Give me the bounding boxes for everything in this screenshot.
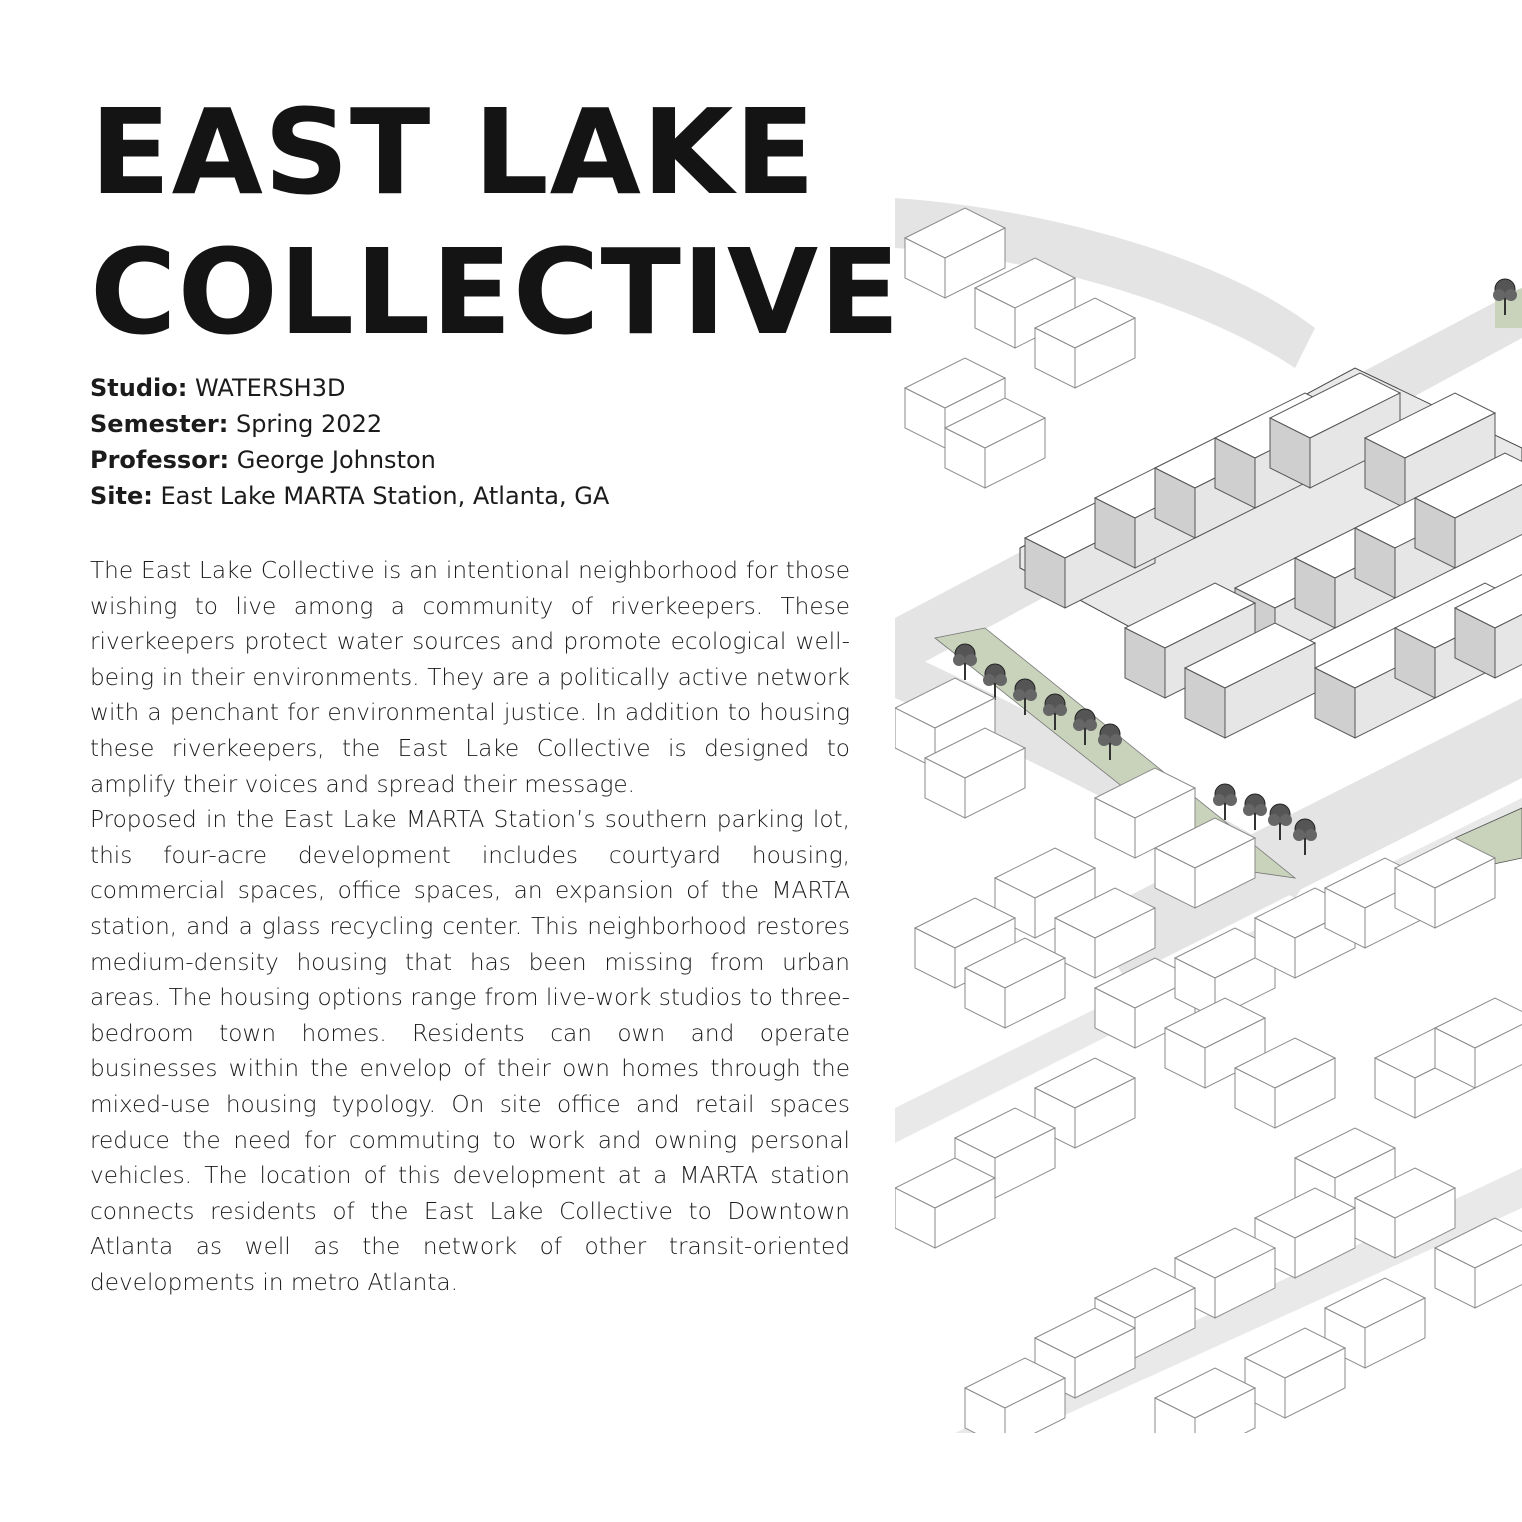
meta-professor-label: Professor: xyxy=(90,446,230,474)
meta-semester-value: Spring 2022 xyxy=(228,410,383,438)
meta-studio-value: WATERSH3D xyxy=(187,374,346,402)
axonometric-site-drawing xyxy=(895,178,1522,1433)
meta-studio xyxy=(90,370,850,406)
project-description xyxy=(90,553,850,1300)
meta-site-value: East Lake MARTA Station, Atlanta, GA xyxy=(152,482,610,510)
meta-semester xyxy=(90,406,850,442)
description-paragraph-1: The East Lake Collective is an intentional neighborhood for those wishing to live among a community of riverkeepers. These riverkeepers protect water sources and promote ecological well-being in their environments. They are a politically active network with a penchant for environmental justice. In addition to housing these riverkeepers, the East Lake Collective is designed to amplify their voices and spread their message. xyxy=(90,557,850,798)
meta-professor xyxy=(90,442,850,478)
project-meta xyxy=(90,370,850,514)
meta-studio-label: Studio: xyxy=(90,374,188,402)
meta-site xyxy=(90,478,850,514)
project-title-line-2: COLLECTIVE xyxy=(90,223,901,361)
meta-site-label: Site: xyxy=(90,482,153,510)
project-title-line-1: EAST LAKE xyxy=(90,83,817,221)
meta-professor-value: George Johnston xyxy=(229,446,436,474)
meta-semester-label: Semester: xyxy=(90,410,229,438)
project-title xyxy=(90,82,910,362)
description-paragraph-2: Proposed in the East Lake MARTA Station’s southern parking lot, this four-acre development includes courtyard housing, commercial spaces, office spaces, an expansion of the MARTA station, and a glass recycling center. This neighborhood restores medium-density housing that has been missing from urban areas. The housing options range from live-work studios to three-bedroom town homes. Residents can own and operate businesses within the envelop of their own homes through the mixed-use housing typology. On site office and retail spaces reduce the need for commuting to work and owning personal vehicles. The location of this development at a MARTA station connects residents of the East Lake Collective to Downtown Atlanta as well as the network of other transit-oriented developments in metro Atlanta. xyxy=(90,806,850,1296)
